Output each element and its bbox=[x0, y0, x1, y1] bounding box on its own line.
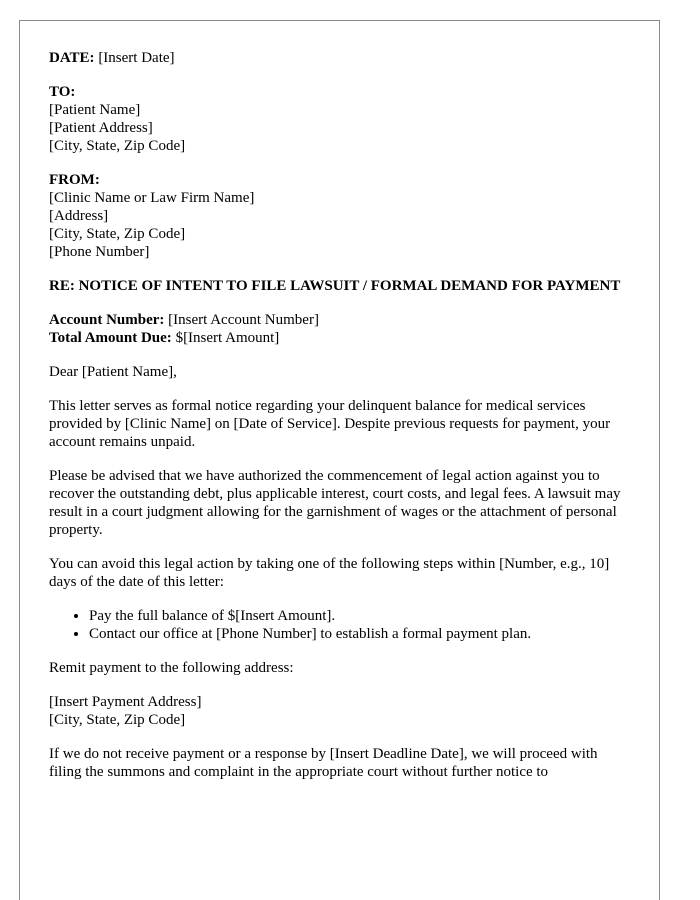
list-item: • Contact our office at [Phone Number] to establish a formal payment plan. bbox=[89, 625, 631, 643]
from-clinic-name: [Clinic Name or Law Firm Name] bbox=[49, 190, 255, 206]
account-number-label: Account Number: bbox=[49, 312, 165, 328]
from-label: FROM: bbox=[49, 172, 100, 188]
paragraph-legal-action: Please be advised that we have authorized the commencement of legal action against you to recover the outstanding debt, plus applicable interest, court costs, and legal fees. A lawsuit may result in a court judgment allowing for the garnishment of wages or the attachment of personal property. bbox=[49, 468, 621, 538]
to-label: TO: bbox=[49, 84, 76, 100]
subject-line: RE: NOTICE OF INTENT TO FILE LAWSUIT / FORMAL DEMAND FOR PAYMENT bbox=[49, 278, 621, 294]
account-number-line bbox=[49, 311, 631, 329]
remit-intro: Remit payment to the following address: bbox=[49, 660, 294, 676]
to-patient-address: [Patient Address] bbox=[49, 120, 153, 136]
amount-due-line bbox=[49, 329, 631, 347]
paragraph-avoid-action: You can avoid this legal action by taking one of the following steps within [Number, e.g., 10] days of the date of this letter: bbox=[49, 556, 610, 590]
remit-city-state-zip: [City, State, Zip Code] bbox=[49, 712, 186, 728]
date-line bbox=[49, 49, 631, 67]
list-item: • Pay the full balance of $[Insert Amount]. bbox=[89, 607, 631, 625]
from-phone: [Phone Number] bbox=[49, 244, 150, 260]
account-block bbox=[49, 311, 631, 347]
salutation: Dear [Patient Name], bbox=[49, 364, 177, 380]
from-address: [Address] bbox=[49, 208, 109, 224]
remit-address-line: [Insert Payment Address] bbox=[49, 694, 202, 710]
paragraph-notice: This letter serves as formal notice regarding your delinquent balance for medical services provided by [Clinic Name] on [Date of Service]. Despite previous requests for payment, your account remains unpaid. bbox=[49, 398, 611, 450]
account-number-value: [Insert Account Number] bbox=[164, 312, 319, 328]
steps-list bbox=[49, 607, 631, 643]
to-city-state-zip: [City, State, Zip Code] bbox=[49, 138, 186, 154]
letter-body bbox=[49, 49, 631, 797]
from-city-state-zip: [City, State, Zip Code] bbox=[49, 226, 186, 242]
remit-address-block bbox=[49, 693, 631, 729]
letter-page bbox=[19, 20, 660, 900]
date-label: DATE: bbox=[49, 50, 95, 66]
from-block bbox=[49, 171, 631, 261]
amount-due-label: Total Amount Due: bbox=[49, 330, 172, 346]
paragraph-closing: If we do not receive payment or a response by [Insert Deadline Date], we will proceed with filing the summons and complaint in the appropriate court without further notice to bbox=[49, 746, 598, 780]
date-value: [Insert Date] bbox=[94, 50, 175, 66]
to-patient-name: [Patient Name] bbox=[49, 102, 141, 118]
amount-due-value: $[Insert Amount] bbox=[171, 330, 280, 346]
to-block bbox=[49, 83, 631, 155]
